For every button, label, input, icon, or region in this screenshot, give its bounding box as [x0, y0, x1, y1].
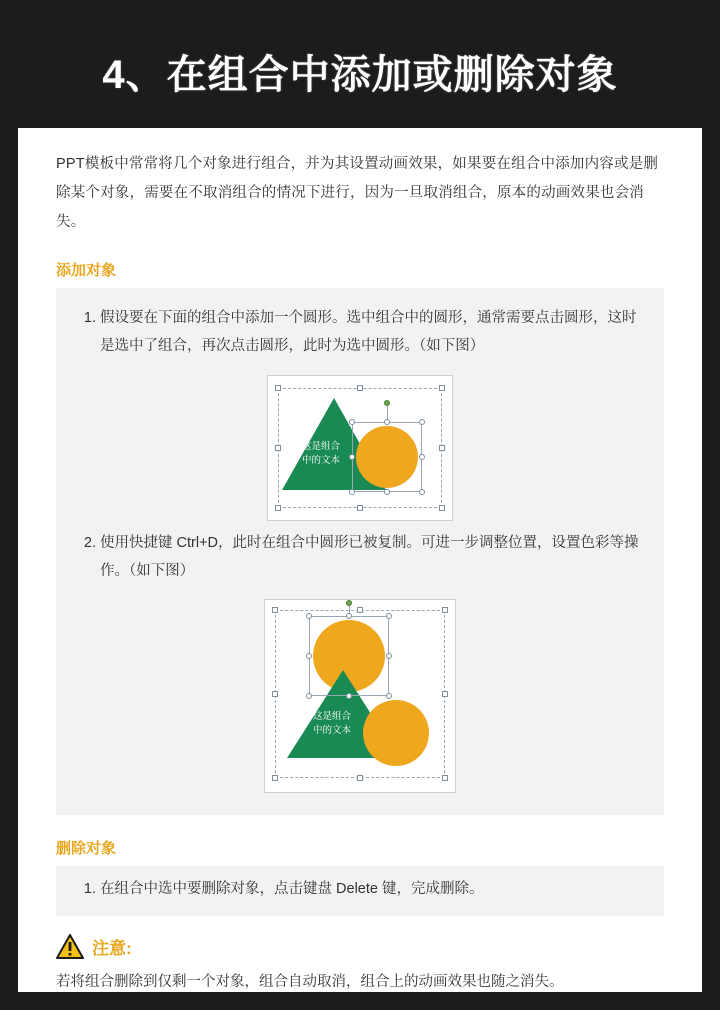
- circle-shape[interactable]: [363, 700, 429, 766]
- intro-paragraph: PPT模板中常常将几个对象进行组合，并为其设置动画效果，如果要在组合中添加内容或是删除某个对象，需要在不取消组合的情况下进行，因为一旦取消组合，原本的动画效果也会消失。: [56, 156, 659, 230]
- group-handle-ne[interactable]: [442, 607, 448, 613]
- resize-handle-se[interactable]: [419, 489, 425, 495]
- group-handle-w[interactable]: [272, 691, 278, 697]
- section-heading-delete: 删除对象: [56, 840, 117, 858]
- group-handle-e[interactable]: [439, 445, 445, 451]
- content-sheet: [18, 128, 702, 992]
- shape-selection-box: [352, 422, 422, 492]
- resize-handle-nw[interactable]: [349, 419, 355, 425]
- shape-text-line2: 中的文本: [302, 454, 341, 466]
- group-handle-ne[interactable]: [439, 385, 445, 391]
- warning-triangle-icon: [56, 934, 84, 959]
- group-handle-s[interactable]: [357, 775, 363, 781]
- resize-handle-w[interactable]: [349, 454, 355, 460]
- figure-group-selection: [74, 375, 646, 521]
- shape-text-line1: 这是组合: [313, 711, 352, 723]
- group-handle-e[interactable]: [442, 691, 448, 697]
- shape-canvas-2: [264, 599, 456, 793]
- notice-label: 注意:: [92, 938, 132, 958]
- list-item: 1. 在组合中选中要删除对象，点击键盘 Delete 键，完成删除。: [100, 876, 646, 904]
- shape-text-line2: 中的文本: [313, 725, 352, 737]
- list-item: 1. 假设要在下面的组合中添加一个圆形。选中组合中的圆形，通常需要点击圆形，这时是选中了组合，再次点击圆形，此时为选中圆形。（如下图）: [100, 304, 646, 361]
- group-handle-se[interactable]: [439, 505, 445, 511]
- group-handle-sw[interactable]: [272, 775, 278, 781]
- shape-text-line1: 这是组合: [302, 440, 341, 452]
- group-handle-w[interactable]: [275, 445, 281, 451]
- resize-handle-n[interactable]: [384, 419, 390, 425]
- shape-canvas-1: [267, 375, 453, 521]
- figure-duplicated-shape: [74, 599, 646, 793]
- rotate-handle[interactable]: [384, 400, 390, 406]
- group-handle-sw[interactable]: [275, 505, 281, 511]
- resize-handle-s[interactable]: [384, 489, 390, 495]
- resize-handle-ne[interactable]: [419, 419, 425, 425]
- group-handle-n[interactable]: [357, 385, 363, 391]
- page-title-bar: [0, 0, 720, 128]
- group-handle-nw[interactable]: [272, 607, 278, 613]
- shape-selection-box: [309, 616, 389, 696]
- add-steps-list: [74, 304, 646, 361]
- group-handle-s[interactable]: [357, 505, 363, 511]
- delete-steps-list: [74, 876, 646, 904]
- add-section-panel: [56, 288, 664, 815]
- group-handle-nw[interactable]: [275, 385, 281, 391]
- section-heading-add: 添加对象: [56, 262, 117, 279]
- rotate-handle[interactable]: [346, 600, 352, 606]
- group-handle-se[interactable]: [442, 775, 448, 781]
- notice-text: 若将组合删除到仅剩一个对象，组合自动取消，组合上的动画效果也随之消失。: [56, 973, 564, 990]
- resize-handle-sw[interactable]: [349, 489, 355, 495]
- group-handle-n[interactable]: [357, 607, 363, 613]
- list-item: 2. 使用快捷键 Ctrl+D，此时在组合中圆形已被复制。可进一步调整位置，设置色彩等操作。（如下图）: [100, 529, 646, 586]
- add-steps-list-2: [74, 529, 646, 586]
- delete-section-panel: [56, 866, 664, 916]
- resize-handle-e[interactable]: [419, 454, 425, 460]
- notice-row: [56, 934, 664, 959]
- page-title: 4、在组合中添加或删除对象: [102, 52, 618, 97]
